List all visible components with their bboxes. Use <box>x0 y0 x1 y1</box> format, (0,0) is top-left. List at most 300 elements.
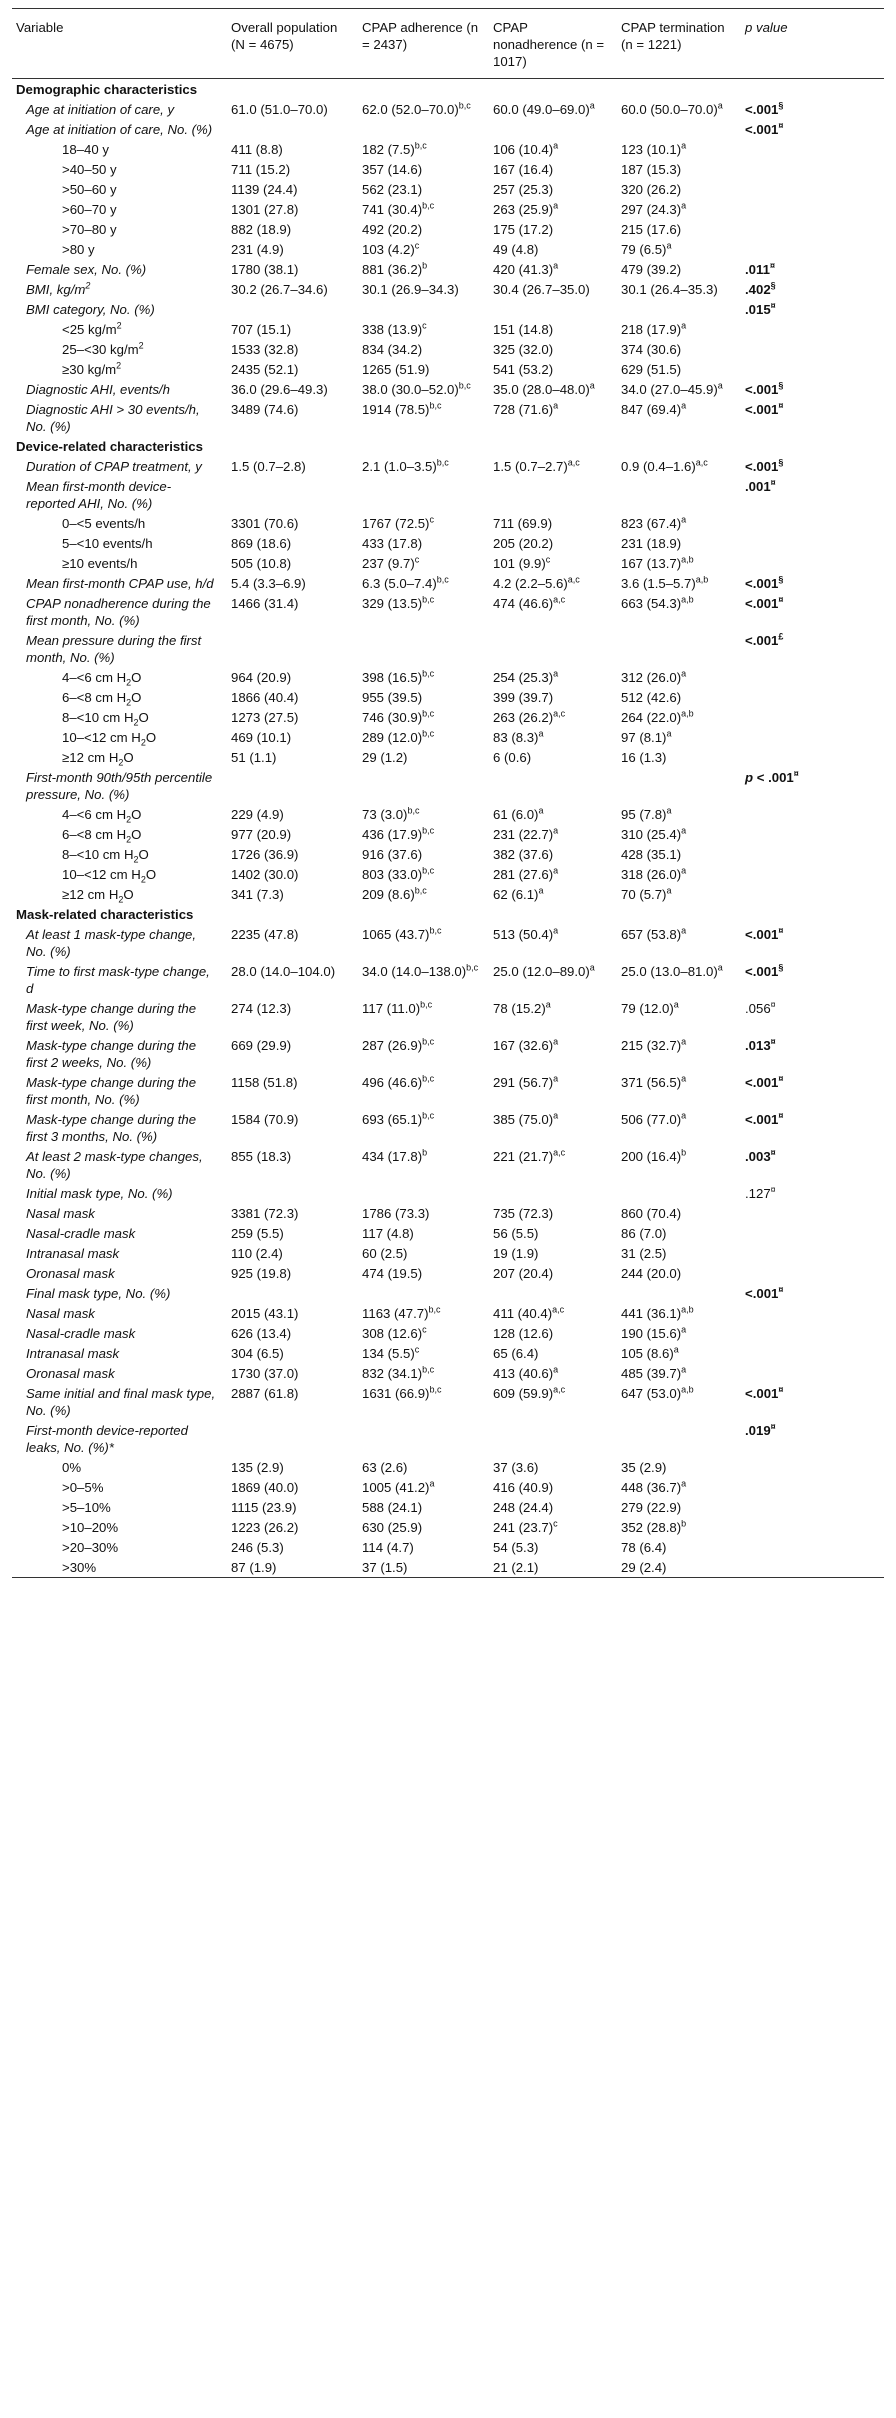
row-label: 10–<12 cm $H_2O$ <box>62 866 157 885</box>
table-row <box>12 1343 884 1363</box>
value-cell: 254 $(25.3)^a$ <box>493 668 559 685</box>
value-cell: 304 (6.5) <box>231 1345 284 1361</box>
value-cell: 541 (53.2) <box>493 361 554 377</box>
value-cell: 1866 (40.4) <box>231 689 299 705</box>
value-cell: 78 $(15.2)^a$ <box>493 999 551 1016</box>
table-row <box>12 747 884 767</box>
value-cell: 248 (24.4) <box>493 1499 554 1515</box>
value-cell: 416 (40.9) <box>493 1479 554 1495</box>
row-label: Diagnostic AHI, events/h <box>26 381 170 397</box>
value-cell: 882 (18.9) <box>231 221 292 237</box>
value-cell: 263 $(26.2)^{a,c}$ <box>493 708 566 725</box>
value-cell: 209 $(8.6)^{b,c}$ <box>362 885 427 902</box>
row-label: 25–<30 $kg/m^2$ <box>62 340 144 357</box>
p-value-cell: .013¤ <box>745 1036 776 1053</box>
value-cell: 65 (6.4) <box>493 1345 539 1361</box>
value-cell: 1223 (26.2) <box>231 1519 299 1535</box>
value-cell: 469 (10.1) <box>231 729 292 745</box>
value-cell: 56 (5.5) <box>493 1225 539 1241</box>
value-cell: 97 $(8.1)^a$ <box>621 728 672 745</box>
value-cell: 106 $(10.4)^a$ <box>493 140 559 157</box>
value-cell: 246 (5.3) <box>231 1539 284 1555</box>
value-cell: 1.5 (0.7–2.8) <box>231 458 306 474</box>
value-cell: 207 (20.4) <box>493 1265 554 1281</box>
p-value-cell: <.001¤ <box>745 1384 784 1401</box>
value-cell: 312 $(26.0)^a$ <box>621 668 687 685</box>
value-cell: 31 (2.5) <box>621 1245 667 1261</box>
table-row <box>12 379 884 399</box>
value-cell: 34.0 $(14.0-138.0)^{b,c}$ <box>362 962 479 979</box>
row-label: BMI category, No. (%) <box>26 301 155 317</box>
p-value-cell: <.001§ <box>745 100 784 117</box>
value-cell: 436 $(17.9)^{b,c}$ <box>362 825 435 842</box>
value-cell: 215 (17.6) <box>621 221 682 237</box>
value-cell: 200 $(16.4)^b$ <box>621 1147 687 1164</box>
value-cell: 4.2 $(2.2-5.6)^{a,c}$ <box>493 574 580 591</box>
value-cell: 925 (19.8) <box>231 1265 292 1281</box>
value-cell: 474 (19.5) <box>362 1265 423 1281</box>
p-value-cell: <.001§ <box>745 574 784 591</box>
value-cell: 1631 $(66.9)^{b,c}$ <box>362 1384 442 1401</box>
table-header <box>12 8 884 79</box>
table-row <box>12 399 884 436</box>
table-row <box>12 1243 884 1263</box>
value-cell: 735 (72.3) <box>493 1205 554 1221</box>
value-cell: 428 (35.1) <box>621 846 682 862</box>
value-cell: 320 (26.2) <box>621 181 682 197</box>
value-cell: 1466 (31.4) <box>231 595 299 611</box>
row-label: <25 $kg/m^2$ <box>62 320 122 337</box>
row-label: Nasal mask <box>26 1205 95 1221</box>
value-cell: 218 $(17.9)^a$ <box>621 320 687 337</box>
value-cell: 485 $(39.7)^a$ <box>621 1364 687 1381</box>
table-body <box>12 79 884 1578</box>
value-cell: 61.0 (51.0–70.0) <box>231 101 328 117</box>
value-cell: 448 $(36.7)^a$ <box>621 1478 687 1495</box>
row-label: Mean pressure during the first month, No. (%) <box>26 632 202 665</box>
value-cell: 832 $(34.1)^{b,c}$ <box>362 1364 435 1381</box>
row-label: Mask-type change during the first week, No. (%) <box>26 1000 197 1033</box>
table-row <box>12 279 884 299</box>
value-cell: 110 (2.4) <box>231 1245 283 1261</box>
row-label: Duration of CPAP treatment, y <box>26 458 202 474</box>
p-value-cell: <.001¤ <box>745 1073 784 1090</box>
value-cell: 167 $(13.7)^{a,b}$ <box>621 554 694 571</box>
value-cell: 263 $(25.9)^a$ <box>493 200 559 217</box>
value-cell: 411 (8.8) <box>231 141 283 157</box>
value-cell: 823 $(67.4)^a$ <box>621 514 687 531</box>
value-cell: 728 $(71.6)^a$ <box>493 400 559 417</box>
value-cell: 1726 (36.9) <box>231 846 299 862</box>
row-label: Intranasal mask <box>26 1345 120 1361</box>
p-value-cell: <.001¤ <box>745 120 784 137</box>
table-row <box>12 1263 884 1283</box>
value-cell: 187 (15.3) <box>621 161 682 177</box>
row-label: CPAP nonadherence during the first month, No. (%) <box>26 595 211 628</box>
value-cell: 411 $(40.4)^{a,c}$ <box>493 1304 565 1321</box>
p-value-cell: .056¤ <box>745 999 776 1016</box>
value-cell: 310 $(25.4)^a$ <box>621 825 687 842</box>
row-label: >5–10% <box>62 1499 111 1515</box>
value-cell: 231 $(22.7)^a$ <box>493 825 559 842</box>
value-cell: 1163 $(47.7)^{b,c}$ <box>362 1304 441 1321</box>
row-label: ≥30 $kg/m^2$ <box>62 360 122 377</box>
row-label: Female sex, No. (%) <box>26 261 147 277</box>
table-row <box>12 1557 884 1578</box>
table-row <box>12 573 884 593</box>
value-cell: 78 (6.4) <box>621 1539 667 1555</box>
table-row <box>12 667 884 687</box>
value-cell: 1780 (38.1) <box>231 261 299 277</box>
table-row <box>12 1035 884 1072</box>
table-row <box>12 513 884 533</box>
table-row <box>12 299 884 319</box>
row-label: Nasal-cradle mask <box>26 1225 136 1241</box>
value-cell: 83 $(8.3)^a$ <box>493 728 544 745</box>
row-label: Age at initiation of care, y <box>26 101 175 117</box>
value-cell: 95 $(7.8)^a$ <box>621 805 672 822</box>
header-nonadherence: CPAP nonadherence (n = 1017) <box>493 20 605 69</box>
value-cell: 30.1 (26.4–35.3) <box>621 281 718 297</box>
value-cell: 1.5 $(0.7-2.7)^{a,c}$ <box>493 457 580 474</box>
value-cell: 37 (3.6) <box>493 1459 539 1475</box>
table-row <box>12 139 884 159</box>
value-cell: 711 (15.2) <box>231 161 291 177</box>
value-cell: 505 (10.8) <box>231 555 292 571</box>
header-p-value: p value <box>745 20 788 35</box>
row-label: 4–<6 cm $H_2O$ <box>62 669 142 688</box>
value-cell: 257 (25.3) <box>493 181 554 197</box>
value-cell: 103 $(4.2)^c$ <box>362 240 420 257</box>
p-value-cell: .015¤ <box>745 300 776 317</box>
value-cell: 3381 (72.3) <box>231 1205 299 1221</box>
row-label: >20–30% <box>62 1539 119 1555</box>
value-cell: 3301 (70.6) <box>231 515 299 531</box>
section-header-row <box>12 436 884 456</box>
value-cell: 264 $(22.0)^{a,b}$ <box>621 708 694 725</box>
value-cell: 205 (20.2) <box>493 535 554 551</box>
row-label: Age at initiation of care, No. (%) <box>26 121 213 137</box>
table-row <box>12 961 884 998</box>
row-label: 8–<10 cm $H_2O$ <box>62 709 149 728</box>
value-cell: 87 (1.9) <box>231 1559 277 1575</box>
value-cell: 70 $(5.7)^a$ <box>621 885 672 902</box>
p-value-cell: .019¤ <box>745 1421 776 1438</box>
value-cell: 73 $(3.0)^{b,c}$ <box>362 805 420 822</box>
value-cell: 474 $(46.6)^{a,c}$ <box>493 594 566 611</box>
value-cell: 6 (0.6) <box>493 749 532 765</box>
row-label: At least 2 mask-type changes, No. (%) <box>26 1148 203 1181</box>
header-termination: CPAP termination (n = 1221) <box>621 20 725 52</box>
value-cell: 151 (14.8) <box>493 321 554 337</box>
value-cell: 62.0 $(52.0-70.0)^{b,c}$ <box>362 100 471 117</box>
value-cell: 114 (4.7) <box>362 1539 414 1555</box>
value-cell: 1005 $(41.2)^a$ <box>362 1478 435 1495</box>
value-cell: 492 (20.2) <box>362 221 423 237</box>
value-cell: 274 (12.3) <box>231 1000 292 1016</box>
value-cell: 34.0 $(27.0-45.9)^a$ <box>621 380 723 397</box>
table-row <box>12 1477 884 1497</box>
value-cell: 190 $(15.6)^a$ <box>621 1324 687 1341</box>
row-label: 6–<8 cm $H_2O$ <box>62 689 142 708</box>
row-label: Mask-type change during the first month, No. (%) <box>26 1074 197 1107</box>
table-row <box>12 359 884 379</box>
row-label: Demographic characteristics <box>16 81 198 97</box>
table-row <box>12 456 884 476</box>
value-cell: 869 (18.6) <box>231 535 292 551</box>
row-label: ≥10 events/h <box>62 555 138 571</box>
table-row <box>12 339 884 359</box>
value-cell: 371 $(56.5)^a$ <box>621 1073 687 1090</box>
table-row <box>12 1146 884 1183</box>
table-row <box>12 476 884 513</box>
value-cell: 2.1 $(1.0-3.5)^{b,c}$ <box>362 457 449 474</box>
table-row <box>12 1109 884 1146</box>
table-row <box>12 707 884 727</box>
value-cell: 1065 $(43.7)^{b,c}$ <box>362 925 442 942</box>
value-cell: 855 (18.3) <box>231 1148 292 1164</box>
value-cell: 1914 $(78.5)^{b,c}$ <box>362 400 442 417</box>
value-cell: 167 $(32.6)^a$ <box>493 1036 559 1053</box>
value-cell: 1402 (30.0) <box>231 866 299 882</box>
p-value-cell: <.001¤ <box>745 594 784 611</box>
row-label: First-month device-reported leaks, No. (%)* <box>26 1422 188 1455</box>
p-value-cell: p < .001¤ <box>745 768 799 785</box>
value-cell: 1301 (27.8) <box>231 201 299 217</box>
value-cell: 135 (2.9) <box>231 1459 284 1475</box>
row-label: >70–80 y <box>62 221 117 237</box>
value-cell: 297 $(24.3)^a$ <box>621 200 687 217</box>
value-cell: 175 (17.2) <box>493 221 554 237</box>
value-cell: 693 $(65.1)^{b,c}$ <box>362 1110 435 1127</box>
row-label: Final mask type, No. (%) <box>26 1285 171 1301</box>
header-adherence: CPAP adherence (n = 2437) <box>362 20 479 52</box>
value-cell: 413 $(40.6)^a$ <box>493 1364 559 1381</box>
value-cell: 21 (2.1) <box>493 1559 539 1575</box>
row-label: At least 1 mask-type change, No. (%) <box>26 926 197 959</box>
table-row <box>12 1283 884 1303</box>
value-cell: 707 (15.1) <box>231 321 292 337</box>
table-row <box>12 159 884 179</box>
row-label: 10–<12 cm $H_2O$ <box>62 729 157 748</box>
row-label: BMI, $kg/m^2$ <box>26 280 91 297</box>
value-cell: 496 $(46.6)^{b,c}$ <box>362 1073 435 1090</box>
value-cell: 663 $(54.3)^{a,b}$ <box>621 594 694 611</box>
value-cell: 398 $(16.5)^{b,c}$ <box>362 668 435 685</box>
value-cell: 626 (13.4) <box>231 1325 292 1341</box>
row-label: 8–<10 cm $H_2O$ <box>62 846 149 865</box>
p-value-cell: .011¤ <box>745 260 775 277</box>
p-value-cell: .003¤ <box>745 1147 776 1164</box>
table-row <box>12 998 884 1035</box>
value-cell: 30.4 (26.7–35.0) <box>493 281 590 297</box>
value-cell: 513 $(50.4)^a$ <box>493 925 559 942</box>
value-cell: 241 $(23.7)^c$ <box>493 1518 558 1535</box>
row-label: >80 y <box>62 241 95 257</box>
table-row <box>12 179 884 199</box>
row-label: Time to first mask-type change, d <box>26 963 210 996</box>
value-cell: 860 (70.4) <box>621 1205 682 1221</box>
value-cell: 669 (29.9) <box>231 1037 292 1053</box>
value-cell: 79 $(12.0)^a$ <box>621 999 679 1016</box>
row-label: 0% <box>62 1459 82 1475</box>
value-cell: 167 (16.4) <box>493 161 554 177</box>
value-cell: 244 (20.0) <box>621 1265 682 1281</box>
value-cell: 341 (7.3) <box>231 886 284 902</box>
value-cell: 215 $(32.7)^a$ <box>621 1036 687 1053</box>
row-label: 0–<5 events/h <box>62 515 146 531</box>
value-cell: 746 $(30.9)^{b,c}$ <box>362 708 435 725</box>
table-row <box>12 804 884 824</box>
row-label: Intranasal mask <box>26 1245 120 1261</box>
value-cell: 506 $(77.0)^a$ <box>621 1110 687 1127</box>
header-overall: Overall population (N = 4675) <box>231 20 338 52</box>
value-cell: 512 (42.6) <box>621 689 682 705</box>
row-label: Nasal mask <box>26 1305 95 1321</box>
value-cell: 647 $(53.0)^{a,b}$ <box>621 1384 694 1401</box>
value-cell: 30.2 (26.7–34.6) <box>231 281 328 297</box>
value-cell: 231 (18.9) <box>621 535 682 551</box>
value-cell: 62 $(6.1)^a$ <box>493 885 544 902</box>
value-cell: 35 (2.9) <box>621 1459 667 1475</box>
value-cell: 338 $(13.9)^c$ <box>362 320 427 337</box>
value-cell: 1786 (73.3) <box>362 1205 430 1221</box>
value-cell: 35.0 $(28.0-48.0)^a$ <box>493 380 595 397</box>
value-cell: 357 (14.6) <box>362 161 423 177</box>
row-label: 4–<6 cm $H_2O$ <box>62 806 142 825</box>
value-cell: 3489 (74.6) <box>231 401 299 417</box>
row-label: Diagnostic AHI > 30 events/h, No. (%) <box>26 401 200 434</box>
table-row <box>12 593 884 630</box>
value-cell: 36.0 (29.6–49.3) <box>231 381 328 397</box>
value-cell: 38.0 $(30.0-52.0)^{b,c}$ <box>362 380 471 397</box>
value-cell: 382 (37.6) <box>493 846 554 862</box>
value-cell: 1273 (27.5) <box>231 709 299 725</box>
value-cell: 60.0 $(49.0-69.0)^a$ <box>493 100 595 117</box>
table-row <box>12 727 884 747</box>
table-row <box>12 1383 884 1420</box>
table-row <box>12 239 884 259</box>
row-label: First-month 90th/95th percentile pressure, No. (%) <box>26 769 213 802</box>
table-row <box>12 1457 884 1477</box>
row-label: Device-related characteristics <box>16 438 203 454</box>
value-cell: 287 $(26.9)^{b,c}$ <box>362 1036 435 1053</box>
table-row <box>12 1303 884 1323</box>
row-label: 5–<10 events/h <box>62 535 153 551</box>
value-cell: 1139 (24.4) <box>231 181 298 197</box>
value-cell: 6.3 $(5.0-7.4)^{b,c}$ <box>362 574 449 591</box>
value-cell: 803 $(33.0)^{b,c}$ <box>362 865 435 882</box>
row-label: >0–5% <box>62 1479 104 1495</box>
p-value-cell: .402§ <box>745 280 776 297</box>
table-row <box>12 1072 884 1109</box>
table-row <box>12 1517 884 1537</box>
p-value-cell: <.001§ <box>745 380 784 397</box>
value-cell: 630 (25.9) <box>362 1519 423 1535</box>
value-cell: 1767 $(72.5)^c$ <box>362 514 434 531</box>
value-cell: 479 (39.2) <box>621 261 682 277</box>
row-label: Mask-related characteristics <box>16 906 194 922</box>
table-row <box>12 259 884 279</box>
value-cell: 2015 (43.1) <box>231 1305 299 1321</box>
value-cell: 30.1 (26.9–34.3) <box>362 281 459 297</box>
value-cell: 964 (20.9) <box>231 669 292 685</box>
row-label: >60–70 y <box>62 201 117 217</box>
row-label: Same initial and final mask type, No. (%) <box>26 1385 216 1418</box>
value-cell: 420 $(41.3)^a$ <box>493 260 559 277</box>
value-cell: 1869 (40.0) <box>231 1479 299 1495</box>
row-label: ≥12 cm $H_2O$ <box>62 886 134 905</box>
section-header-row <box>12 79 884 99</box>
value-cell: 37 (1.5) <box>362 1559 408 1575</box>
value-cell: 182 $(7.5)^{b,c}$ <box>362 140 427 157</box>
value-cell: 123 $(10.1)^a$ <box>621 140 687 157</box>
table-row <box>12 884 884 904</box>
section-header-row <box>12 904 884 924</box>
table-row <box>12 1223 884 1243</box>
table-row <box>12 824 884 844</box>
table-row <box>12 199 884 219</box>
table-row <box>12 1537 884 1557</box>
value-cell: 289 $(12.0)^{b,c}$ <box>362 728 435 745</box>
table-row <box>12 1203 884 1223</box>
value-cell: 308 $(12.6)^c$ <box>362 1324 427 1341</box>
value-cell: 279 (22.9) <box>621 1499 682 1515</box>
p-value-cell: <.001§ <box>745 457 784 474</box>
row-label: Mask-type change during the first 2 weeks, No. (%) <box>26 1037 197 1070</box>
value-cell: 385 $(75.0)^a$ <box>493 1110 559 1127</box>
value-cell: 231 (4.9) <box>231 241 284 257</box>
row-label: Oronasal mask <box>26 1265 115 1281</box>
p-value-cell: <.001¤ <box>745 1110 784 1127</box>
value-cell: 51 (1.1) <box>231 749 277 765</box>
value-cell: 0.9 $(0.4-1.6)^{a,c}$ <box>621 457 708 474</box>
p-value-cell: .001¤ <box>745 477 776 494</box>
value-cell: 105 $(8.6)^a$ <box>621 1344 679 1361</box>
row-label: Mean first-month device-reported AHI, No. (%) <box>26 478 172 511</box>
p-value-cell: .127¤ <box>745 1184 776 1201</box>
table-row <box>12 1363 884 1383</box>
value-cell: 329 $(13.5)^{b,c}$ <box>362 594 435 611</box>
value-cell: 399 (39.7) <box>493 689 554 705</box>
value-cell: 562 (23.1) <box>362 181 423 197</box>
table-row <box>12 99 884 119</box>
value-cell: 711 (69.9) <box>493 515 553 531</box>
value-cell: 117 (4.8) <box>362 1225 414 1241</box>
value-cell: 259 (5.5) <box>231 1225 284 1241</box>
table-row <box>12 844 884 864</box>
value-cell: 281 $(27.6)^a$ <box>493 865 559 882</box>
value-cell: 3.6 $(1.5-5.7)^{a,b}$ <box>621 574 709 591</box>
value-cell: 28.0 (14.0–104.0) <box>231 963 336 979</box>
value-cell: 291 $(56.7)^a$ <box>493 1073 559 1090</box>
value-cell: 629 (51.5) <box>621 361 682 377</box>
value-cell: 2435 (52.1) <box>231 361 299 377</box>
value-cell: 1730 (37.0) <box>231 1365 299 1381</box>
value-cell: 834 (34.2) <box>362 341 423 357</box>
value-cell: 49 (4.8) <box>493 241 539 257</box>
row-label: Initial mask type, No. (%) <box>26 1185 173 1201</box>
row-label: 6–<8 cm $H_2O$ <box>62 826 142 845</box>
value-cell: 977 (20.9) <box>231 826 292 842</box>
table-row <box>12 630 884 667</box>
value-cell: 916 (37.6) <box>362 846 423 862</box>
value-cell: 60 (2.5) <box>362 1245 408 1261</box>
value-cell: 29 (2.4) <box>621 1559 667 1575</box>
value-cell: 101 $(9.9)^c$ <box>493 554 551 571</box>
row-label: Nasal-cradle mask <box>26 1325 136 1341</box>
value-cell: 128 (12.6) <box>493 1325 554 1341</box>
